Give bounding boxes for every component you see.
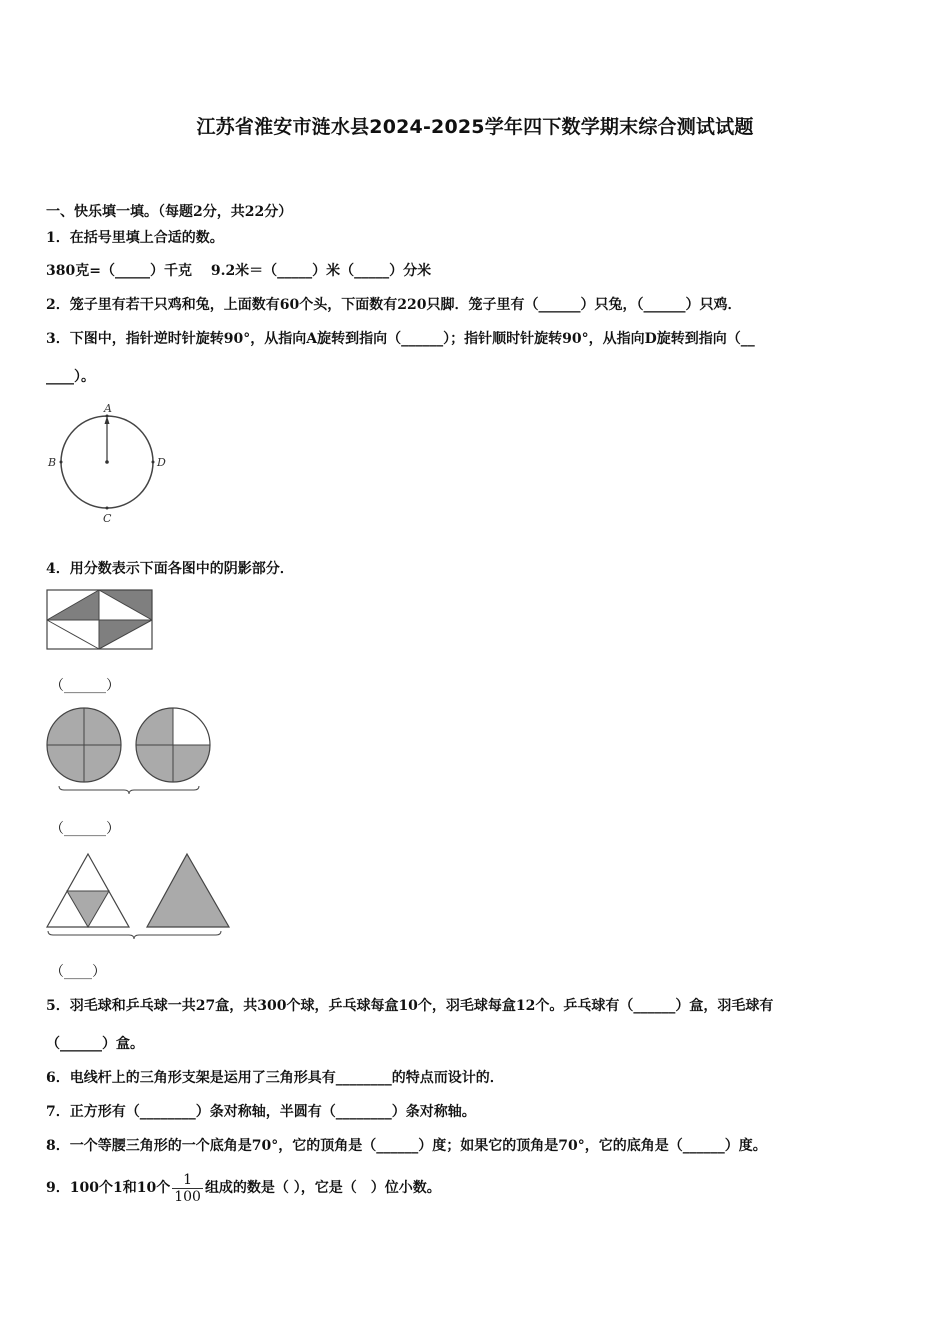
label-a: A	[104, 402, 112, 415]
fraction-numerator: 1	[172, 1172, 203, 1189]
triangles-figure	[44, 851, 236, 943]
question-9	[46, 1168, 441, 1208]
question-5-line1: 5．羽毛球和乒乓球一共27盒，共300个球，乒乓球每盒10个，羽毛球每盒12个。乒乓球有（______）盒，羽毛球有	[46, 998, 774, 1014]
brace-icon	[59, 786, 199, 794]
question-1-text: 1．在括号里填上合适的数。	[46, 230, 224, 246]
question-4-text: 4．用分数表示下面各图中的阴影部分．	[46, 561, 294, 577]
question-3-line2: ____）。	[46, 369, 95, 385]
question-9-after: 组成的数是（ ），它是（ ）位小数。	[204, 1180, 441, 1196]
question-5-line2: （______）盒。	[46, 1036, 144, 1052]
circles-figure	[44, 706, 216, 798]
label-d: D	[157, 456, 166, 469]
rectangle-figure	[46, 589, 156, 653]
label-c: C	[103, 512, 112, 525]
fraction-denominator: 100	[174, 1188, 201, 1205]
question-1-line: 380克=（_____）千克 9.2米＝（_____）米（_____）分米	[46, 263, 432, 279]
question-6: 6．电线杆上的三角形支架是运用了三角形具有________的特点而设计的．	[46, 1070, 504, 1086]
question-9-before: 9．100个1和10个	[46, 1180, 171, 1196]
question-8: 8．一个等腰三角形的一个底角是70°，它的顶角是（______）度；如果它的顶角是70°，它的底角是（______）度。	[46, 1138, 767, 1154]
question-4-blank-3: （____）	[50, 964, 106, 980]
dial-center	[105, 460, 109, 464]
shaded-full-triangle	[147, 854, 229, 927]
brace-icon	[48, 931, 221, 939]
question-7: 7．正方形有（________）条对称轴，半圆有（________）条对称轴。	[46, 1104, 476, 1120]
question-2: 2．笼子里有若干只鸡和兔，上面数有60个头，下面数有220只脚．笼子里有（______）只兔，（______）只鸡．	[46, 297, 742, 313]
page-title: 江苏省淮安市涟水县2024-2025学年四下数学期末综合测试试题	[196, 116, 754, 138]
question-3-line1: 3．下图中，指针逆时针旋转90°，从指向A旋转到指向（______）；指针顺时针旋转90°，从指向D旋转到指向（__	[46, 331, 755, 347]
section-heading: 一、快乐填一填。（每题2分，共22分）	[46, 204, 293, 220]
question-4-blank-2: （______）	[50, 821, 120, 837]
shaded-center-triangle	[67, 891, 109, 927]
question-4-blank-1: （______）	[50, 678, 120, 694]
fraction	[172, 1172, 203, 1205]
label-b: B	[48, 456, 57, 469]
dial-figure	[44, 400, 174, 530]
